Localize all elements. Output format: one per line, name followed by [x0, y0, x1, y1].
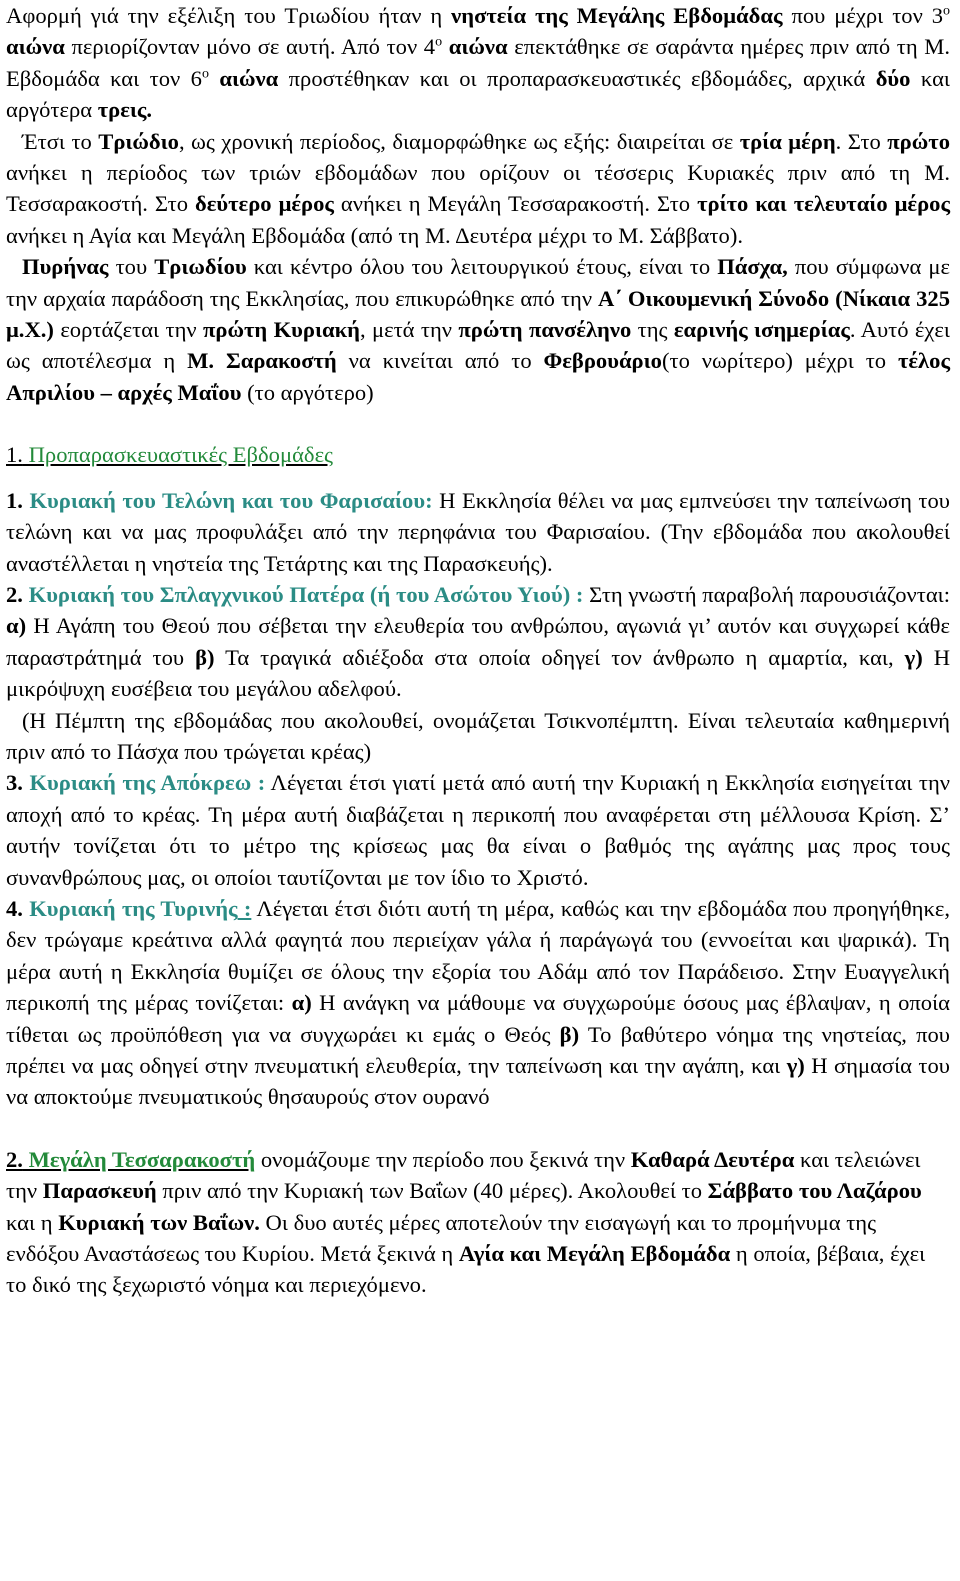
text: Το βαθύτερο νόημα της νηστείας, που πρέπει να μας οδηγεί στην πνευματική ελευθερία, την ταπείνωση και την αγάπη, και — [6, 1021, 950, 1078]
item-number: 4. — [6, 895, 23, 921]
item-title: Κυριακή της Τυρινής — [22, 895, 238, 921]
text: και τελειώνει την — [6, 1146, 921, 1204]
text: , μετά την — [359, 317, 459, 343]
bold-text: τρία μέρη — [739, 128, 836, 154]
text: (το νωρίτερο) μέχρι το — [661, 348, 898, 374]
bold-text: Πάσχα, — [717, 254, 788, 280]
text: ανήκει η Αγία και Μεγάλη Εβδομάδα (από τη Μ. Δευτέρα μέχρι το Μ. Σάββατο). — [6, 222, 744, 248]
text: Η Εκκλησία θέλει να μας εμπνεύσει την ταπείνωση του τελώνη και να μας προφυλάξει από την περηφάνια του Φαρισαίου. (Την εβδομάδα που ακολουθεί αναστέλλεται η νηστεία της Τετάρτης και της Παρασκευής). — [6, 487, 950, 576]
text: η οποία, βέβαια, έχει το δικό της ξεχωριστό νόημα και περιεχόμενο. — [6, 1241, 926, 1298]
text: Η μικρόψυχη ευσέβεια του μεγάλου αδελφού. — [6, 644, 951, 702]
text: (το αργότερο) — [241, 379, 374, 405]
item-number: 3. — [6, 770, 23, 796]
text: Αφορμή γιά την εξέλιξη του Τριωδίου ήταν η — [6, 3, 452, 28]
section-heading-great-lent — [6, 1147, 255, 1172]
text: . Στο — [835, 128, 888, 154]
bold-text: δύο — [875, 65, 911, 91]
bold-text: γ) — [786, 1053, 805, 1078]
text: Στη γνωστή παραβολή παρουσιάζονται: — [583, 581, 951, 607]
text: της — [631, 317, 674, 343]
bold-text: πρώτη πανσέληνο — [458, 317, 632, 343]
bold-text: β) — [195, 644, 215, 670]
bold-text: Σάββατο του Λαζάρου — [707, 1178, 922, 1204]
section-number: 1. — [6, 442, 23, 468]
item-title: Κυριακή της Απόκρεω : — [22, 770, 266, 796]
bold-text: αιώνα — [219, 65, 279, 91]
bold-text: αιώνα — [448, 34, 508, 60]
bold-text: α) — [291, 990, 312, 1016]
text: , ως χρονική περίοδος, διαμορφώθηκε ως εξής: διαιρείται σε — [178, 128, 740, 154]
bold-text: νηστεία της Μεγάλης Εβδομάδας — [451, 3, 783, 28]
text: Η σημασία του να αποκτούμε πνευματικούς θησαυρούς στον ουρανό — [6, 1053, 950, 1110]
text: και αργότερα — [6, 65, 950, 123]
text: Τα τραγικά αδιέξοδα στα οποία οδηγεί τον άνθρωπο η αμαρτία, και, — [214, 644, 905, 670]
bold-text: Πυρήνας — [22, 254, 109, 280]
bold-text: τέλος Απριλίου – αρχές Μαΐου — [6, 348, 950, 405]
bold-text: α) — [6, 613, 27, 639]
bold-text: Φεβρουάριο — [543, 348, 662, 374]
bold-text: Τριώδιο — [98, 128, 179, 154]
text: (Η Πέμπτη της εβδομάδας που ακολουθεί, ονομάζεται Τσικνοπέμπτη. Είναι τελευταία καθημερινή πριν από το Πάσχα που τρώγεται κρέας) — [6, 707, 950, 764]
bold-text: εαρινής ισημερίας — [673, 317, 850, 343]
text: πριν από την Κυριακή των Βαΐων (40 μέρες). Ακολουθεί το — [156, 1178, 708, 1204]
item-number: 2. — [6, 581, 23, 607]
text: Η ανάγκη να μάθουμε να συγχωρούμε όσους μας έβλαψαν, η οποία τίθεται ως προϋπόθεση για να συγχωράει κι εμάς ο Θεός — [6, 990, 950, 1047]
text: εορτάζεται την — [53, 317, 203, 343]
text: Λέγεται έτσι γιατί μετά από αυτή την Κυριακή η Εκκλησία εισηγείται την αποχή από το κρέας. Τη μέρα αυτή διαβάζεται η περικοπή που αναφέρεται στη μέλλουσα Κρίση. Σ’ αυτήν τονίζεται ότι το μέτρο της κρίσεως μας θα είναι ο βαθμός της αγάπης μας προς τους συνανθρώπους μας, οι οποίοι ταυτίζονται με τον ίδιο το Χριστό. — [6, 770, 950, 890]
section-title: Προπαρασκευαστικές Εβδομάδες — [22, 442, 333, 468]
text: Έτσι το — [22, 128, 99, 154]
tsiknopempti-note — [6, 705, 950, 768]
section-number: 2. — [6, 1146, 23, 1172]
bold-text: β) — [559, 1021, 580, 1047]
bold-text: Τριωδίου — [154, 254, 247, 280]
text: προστέθηκαν και οι προπαρασκευαστικές εβδομάδες, αρχικά — [278, 65, 876, 91]
text: ονομάζουμε την περίοδο που ξεκινά την — [255, 1146, 631, 1172]
text: να κινείται από το — [336, 348, 544, 374]
section-heading-preparatory-weeks — [6, 439, 950, 470]
superscript: ο — [435, 34, 443, 50]
text: ανήκει η περίοδος των τριών εβδομάδων που ορίζουν οι τέσσερις Κυριακές πριν από τη Μ. Τεσσαρακοστή. Στο — [6, 160, 950, 217]
paragraph-pascha — [6, 251, 950, 408]
bold-text: πρώτο — [887, 128, 950, 154]
text — [442, 34, 449, 59]
bold-text: Παρασκευή — [42, 1178, 157, 1204]
section-title: Μεγάλη Τεσσαρακοστή — [22, 1146, 256, 1172]
item-number: 1. — [6, 487, 23, 513]
text: ανήκει η Μεγάλη Τεσσαρακοστή. Στο — [333, 191, 698, 217]
bold-text: Αγία και Μεγάλη Εβδομάδα — [458, 1241, 731, 1267]
section-great-lent — [6, 1144, 950, 1301]
text: . Αυτό έχει ως αποτέλεσμα η — [6, 317, 950, 374]
text: Οι δυο αυτές μέρες αποτελούν την εισαγωγή και το προμήνυμα της ενδόξου Αναστάσεως του Κυρίου. Μετά ξεκινά η — [6, 1209, 877, 1267]
text: επεκτάθηκε σε σαράντα ημέρες πριν από τη Μ. Εβδομάδα και τον 6 — [6, 34, 951, 91]
text: που μέχρι τον 3 — [782, 3, 944, 28]
text — [209, 66, 219, 91]
bold-text: δεύτερο μέρος — [195, 191, 334, 217]
text: και κέντρο όλου του λειτουργικού έτους, είναι το — [246, 254, 718, 280]
sunday-tyrini — [6, 893, 950, 1113]
text: που σύμφωνα με την αρχαία παράδοση της Εκκλησίας, που επικυρώθηκε από την — [6, 254, 950, 311]
text: Η Αγάπη του Θεού που σέβεται την ελευθερία του ανθρώπου, αγωνιά γι’ αυτόν και συγχωρεί κάθε παραστράτημά του — [6, 613, 950, 670]
text: Λέγεται έτσι διότι αυτή τη μέρα, καθώς και την εβδομάδα που προηγήθηκε, δεν τρώγαμε κρεάτινα αλλά φαγητά που περιείχαν γάλα ή παράγωγά του (εννοείται και ψαρικά). Τη μέρα αυτή η Εκκλησία θυμίζει σε όλους την εξορία του Αδάμ από τον Παράδεισο. Στην Ευαγγελική περικοπή της μέρας τονίζεται: — [6, 895, 950, 1016]
bold-text: τρεις. — [97, 97, 153, 123]
text: περιορίζονταν μόνο σε αυτή. Από τον 4 — [64, 34, 436, 60]
sunday-prodigal-son — [6, 579, 950, 705]
item-title-tail: : — [237, 895, 252, 921]
superscript: ο — [943, 3, 951, 19]
paragraph-intro — [6, 0, 950, 126]
text: και η — [6, 1209, 59, 1235]
bold-text: Α΄ Οικουμενική Σύνοδο (Νίκαια 325 μ.Χ.) — [6, 285, 951, 343]
item-title: Κυριακή του Τελώνη και του Φαρισαίου: — [22, 487, 433, 513]
bold-text: πρώτη Κυριακή — [202, 317, 360, 343]
superscript: ο — [201, 66, 209, 82]
bold-text: Μ. Σαρακοστή — [187, 348, 337, 374]
sunday-publican-pharisee — [6, 485, 950, 579]
bold-text: Κυριακή των Βαΐων. — [58, 1209, 260, 1235]
item-title: Κυριακή του Σπλαγχνικού Πατέρα (ή του Ασώτου Υιού) : — [22, 581, 584, 607]
bold-text: γ) — [904, 644, 923, 670]
paragraph-triodion-parts — [6, 126, 950, 252]
text: του — [108, 254, 155, 280]
bold-text: τρίτο και τελευταίο μέρος — [697, 191, 950, 217]
bold-text: αιώνα — [6, 34, 65, 60]
sunday-apokreo — [6, 767, 950, 893]
bold-text: Καθαρά Δευτέρα — [630, 1146, 795, 1172]
